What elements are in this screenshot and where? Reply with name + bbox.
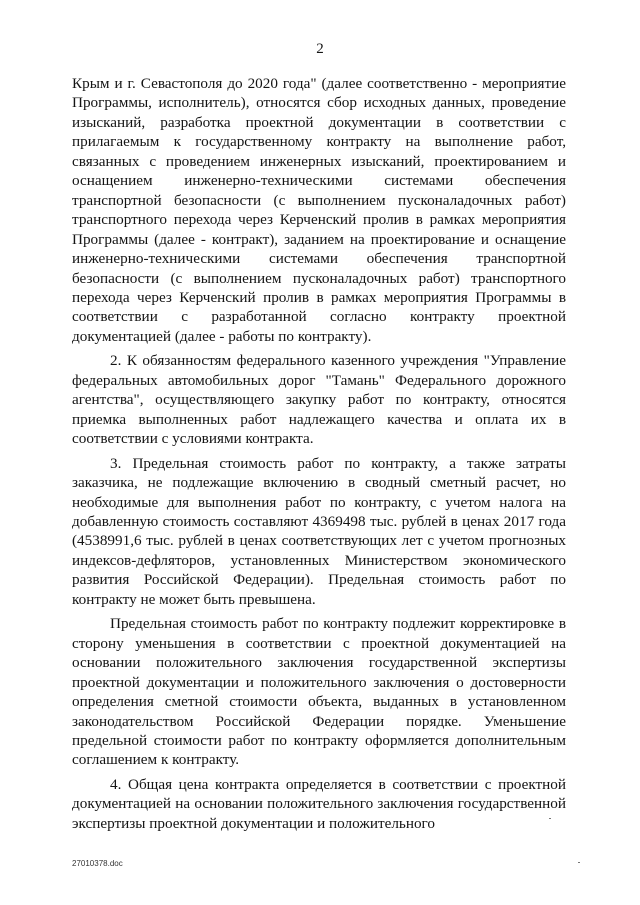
paragraph-continuation: Крым и г. Севастополя до 2020 года" (далее соответственно - мероприятие Программы, исполнитель), относятся сбор исходных данных, проведение изысканий, разработка проектной документации в соответствии с прилагаемым к государственному контракту на выполнение работ, связанных с проведением инженерных изысканий, проектированием и оснащением инженерно-техническими системами обеспечения транспортной безопасности (с выполнением пусконаладочных работ) транспортного перехода через Керченский пролив в рамках мероприятия Программы (далее - контракт), заданием на проектирование и оснащение инженерно-техническими системами обеспечения транспортной безопасности (с выполнением пусконаладочных работ) транспортного перехода через Керченский пролив в рамках мероприятия Программы в соответствии с разработанной согласно контракту проектной документацией (далее - работы по контракту). bbox=[72, 75, 566, 345]
scan-speck bbox=[578, 862, 580, 863]
paragraph-item-2: 2. К обязанностям федерального казенного учреждения "Управление федеральных автомобильных дорог "Тамань" Федерального дорожного агентства", осуществляющего закупку работ по контракту, относятся приемка выполненных работ надлежащего качества и оплата их в соответствии с условиями контракта. bbox=[72, 352, 566, 448]
paragraph-item-4: 4. Общая цена контракта определяется в соответствии с проектной документацией на основании положительного заключения государственной экспертизы проектной документации и положительного bbox=[72, 775, 566, 832]
document-file-code: 27010378.doc bbox=[72, 859, 123, 868]
paragraph-price-adjustment: Предельная стоимость работ по контракту подлежит корректировке в сторону уменьшения в соответствии с проектной документацией на основании положительного заключения государственной экспертизы проектной документации и положительного заключения о достоверности определения сметной стоимости объекта, выданных в установленном законодательством Российской Федерации порядке. Уменьшение предельной стоимости работ по контракту оформляется дополнительным соглашением к контракту. bbox=[72, 615, 566, 769]
document-body bbox=[72, 74, 566, 833]
scan-speck bbox=[549, 818, 551, 819]
paragraph-item-3: 3. Предельная стоимость работ по контракту, а также затраты заказчика, не подлежащие включению в сводный сметный расчет, но необходимые для выполнения работ по контракту, с учетом налога на добавленную стоимость составляют 4369498 тыс. рублей в ценах 2017 года (4538991,6 тыс. рублей в ценах соответствующих лет с учетом прогнозных индексов-дефляторов, установленных Министерством экономического развития Российской Федерации). Предельная стоимость работ по контракту не может быть превышена. bbox=[72, 454, 566, 608]
page-number: 2 bbox=[316, 41, 324, 57]
